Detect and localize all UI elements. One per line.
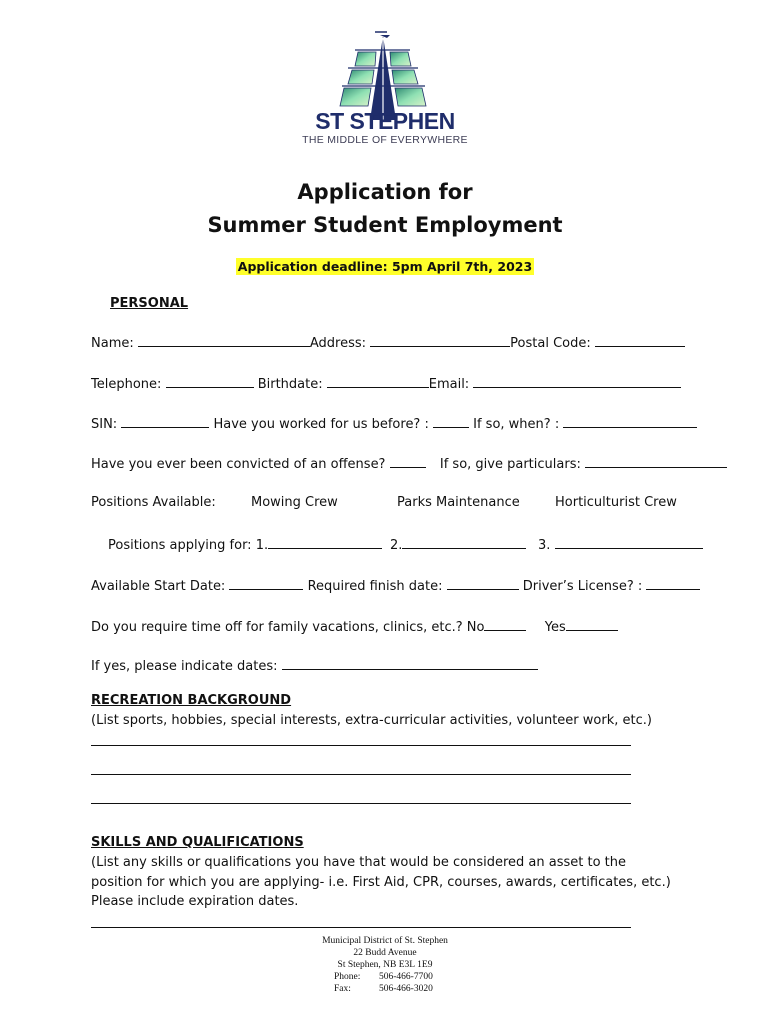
logo-tagline: THE MIDDLE OF EVERYWHERE [302, 134, 468, 146]
row-convicted [91, 453, 727, 471]
skills-instructions: (List any skills or qualifications you have that would be considered an asset to the position for which you are applying- i.e. First Aid, CPR, courses, awards, certificates, etc.) Please include expiration dates. [91, 855, 671, 909]
page-title-line2: Summer Student Employment [207, 213, 563, 237]
logo-org-name: ST STEPHEN [315, 108, 455, 134]
row-sin [91, 413, 697, 431]
finish-date-field[interactable] [447, 575, 519, 590]
if-so-when-label: If so, when? : [473, 417, 560, 432]
sin-label: SIN: [91, 417, 118, 432]
particulars-field[interactable] [585, 453, 727, 468]
email-field[interactable] [473, 373, 681, 388]
time-off-no-field[interactable] [484, 616, 526, 631]
logo [300, 28, 470, 152]
position-mowing-crew: Mowing Crew [251, 495, 338, 510]
footer-phone: 506-466-7700 [379, 972, 433, 982]
postal-code-label: Postal Code: [510, 336, 591, 351]
postal-code-field[interactable] [595, 332, 685, 347]
convicted-field[interactable] [390, 453, 426, 468]
recreation-instructions: (List sports, hobbies, special interests, extra-curricular activities, volunteer work, etc.) [91, 713, 652, 728]
time-off-yes-field[interactable] [566, 616, 618, 631]
row-name-address [91, 332, 685, 350]
time-off-label: Do you require time off for family vacations, clinics, etc.? No [91, 620, 485, 635]
start-date-field[interactable] [229, 575, 303, 590]
row-applying [108, 534, 382, 552]
drivers-license-field[interactable] [646, 575, 700, 590]
footer-phone-label: Phone: [334, 972, 361, 982]
skills-line-1[interactable] [91, 927, 631, 928]
applying-label: Positions applying for: 1. [108, 538, 269, 553]
position-choice-1-field[interactable] [268, 534, 382, 549]
name-label: Name: [91, 336, 134, 351]
email-label: Email: [428, 377, 470, 392]
indicate-dates-field[interactable] [282, 655, 538, 670]
skills-heading: SKILLS AND QUALIFICATIONS [91, 835, 304, 850]
choice-2-label: 2. [390, 538, 403, 553]
recreation-line-1[interactable] [91, 745, 631, 746]
worked-before-field[interactable] [433, 413, 469, 428]
time-off-yes-label: Yes [544, 620, 566, 635]
finish-date-label: Required finish date: [307, 579, 443, 594]
sin-field[interactable] [121, 413, 209, 428]
footer-fax-label: Fax: [334, 984, 351, 994]
birthdate-field[interactable] [327, 373, 429, 388]
drivers-license-label: Driver’s License? : [522, 579, 643, 594]
name-field[interactable] [138, 332, 310, 347]
footer-org: Municipal District of St. Stephen [322, 936, 448, 946]
indicate-dates-label: If yes, please indicate dates: [91, 659, 278, 674]
position-choice-3-field[interactable] [555, 534, 703, 549]
choice-3-label: 3. [538, 538, 551, 553]
row-dates [91, 575, 700, 593]
particulars-label: If so, give particulars: [439, 457, 581, 472]
personal-heading: PERSONAL [110, 296, 189, 311]
address-label: Address: [309, 336, 367, 351]
row-choice-3 [538, 534, 703, 552]
recreation-line-2[interactable] [91, 774, 631, 775]
telephone-field[interactable] [166, 373, 254, 388]
position-choice-2-field[interactable] [402, 534, 526, 549]
footer-fax: 506-466-3020 [379, 984, 433, 994]
positions-label: Positions Available: [91, 495, 216, 510]
recreation-heading: RECREATION BACKGROUND [91, 693, 292, 708]
footer-city: St Stephen, NB E3L 1E9 [337, 960, 433, 970]
page-title-line1: Application for [297, 180, 473, 204]
row-telephone [91, 373, 681, 391]
worked-before-label: Have you worked for us before? : [213, 417, 429, 432]
telephone-label: Telephone: [91, 377, 162, 392]
footer-street: 22 Budd Avenue [353, 948, 417, 958]
recreation-line-3[interactable] [91, 803, 631, 804]
deadline-notice: Application deadline: 5pm April 7th, 2023 [237, 259, 533, 274]
deadline-wrap [0, 256, 770, 275]
address-field[interactable] [370, 332, 510, 347]
convicted-label: Have you ever been convicted of an offense? [91, 457, 386, 472]
row-indicate-dates [91, 655, 538, 673]
start-date-label: Available Start Date: [91, 579, 226, 594]
position-parks-maintenance: Parks Maintenance [397, 495, 520, 510]
if-so-when-field[interactable] [563, 413, 697, 428]
position-horticulturist-crew: Horticulturist Crew [555, 495, 677, 510]
row-time-off [91, 616, 618, 634]
row-choice-2 [390, 534, 526, 552]
birthdate-label: Birthdate: [257, 377, 323, 392]
